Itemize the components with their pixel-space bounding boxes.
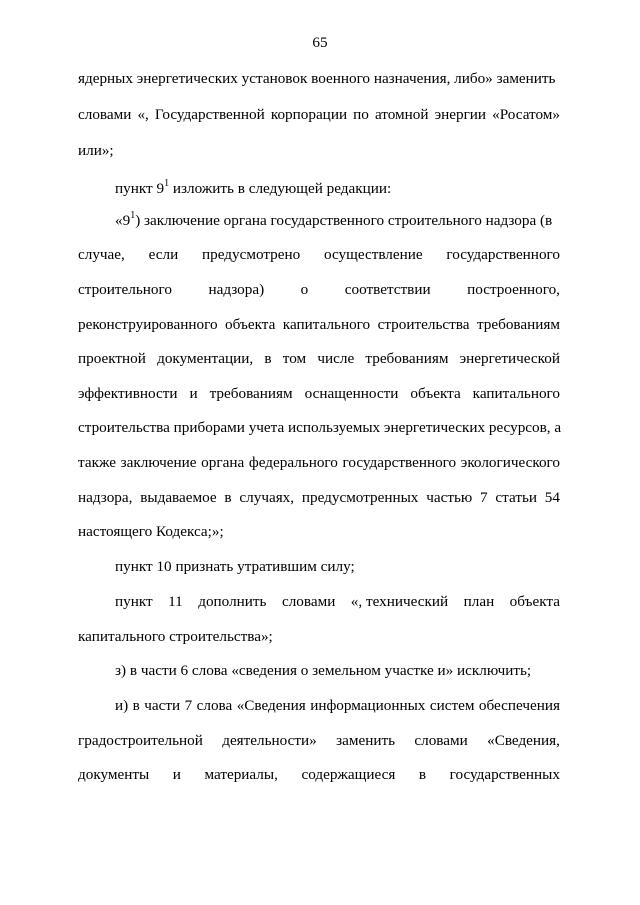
text-fragment: «9 [115, 212, 131, 229]
word: словами [281, 593, 336, 610]
page-number: 65 [312, 34, 328, 51]
text-line: з) в части 6 слова «сведения о земельном участке и» исключить; [115, 662, 532, 679]
word: государственного [446, 246, 560, 263]
text-line [78, 246, 560, 264]
word: объекта [509, 593, 560, 610]
word: материалы, [204, 766, 278, 783]
text-line [78, 766, 560, 784]
word: дополнить [198, 593, 267, 610]
text-line [78, 732, 560, 750]
text-line: надзора, выдаваемое в случаях, предусмотренных частью 7 статьи 54 [78, 489, 560, 506]
word: «Сведения, [487, 732, 560, 749]
word: надзора) [208, 281, 265, 298]
text-line: капитального строительства»; [78, 628, 273, 645]
text-line: эффективности и требованиям оснащенности объекта капитального [78, 385, 560, 402]
text-line: реконструированного объекта капитального строительства требованиям [78, 316, 560, 333]
text-line [115, 593, 560, 611]
text-line: проектной документации, в том числе требованиям энергетической [78, 350, 560, 367]
text-line-content: ядерных энергетических установок военного назначения, либо» заменить [78, 70, 556, 87]
text-fragment: изложить в следующей редакции: [169, 180, 392, 197]
text-line: или»; [78, 142, 114, 159]
word: осуществление [324, 246, 423, 263]
text-line: настоящего Кодекса;»; [78, 523, 224, 540]
text-line [78, 281, 560, 299]
word: «, технический [350, 593, 449, 610]
word: случае, [78, 246, 125, 263]
word: пункт [115, 593, 153, 610]
text-line: также заключение органа федерального государственного экологического [78, 454, 560, 471]
superscript: 1 [130, 210, 136, 221]
superscript: 1 [164, 178, 170, 189]
word: предусмотрено [202, 246, 301, 263]
word: словами [414, 732, 468, 749]
word: о [300, 281, 309, 298]
text-line [78, 70, 560, 88]
word: государственных [449, 766, 560, 783]
word: план [463, 593, 495, 610]
word: заменить [336, 732, 396, 749]
word: документы [78, 766, 150, 783]
text-line [115, 180, 560, 198]
word: 11 [168, 593, 183, 610]
word: в [418, 766, 427, 783]
word: деятельности» [222, 732, 317, 749]
word: градостроительной [78, 732, 203, 749]
text-line: и) в части 7 слова «Сведения информационных систем обеспечения [115, 697, 560, 714]
text-fragment: ) заключение органа государственного строительного надзора (в [135, 212, 553, 229]
word: соответствии [344, 281, 431, 298]
word: если [148, 246, 179, 263]
text-line: строительства приборами учета используемых энергетических ресурсов, а [78, 419, 562, 436]
word: построенного, [467, 281, 560, 298]
word: строительного [78, 281, 172, 298]
text-fragment: пункт 9 [115, 180, 165, 197]
word: и [172, 766, 181, 783]
text-line: словами «, Государственной корпорации по атомной энергии «Росатом» [78, 106, 560, 123]
text-line: пункт 10 признать утратившим силу; [115, 558, 355, 575]
text-line [115, 212, 560, 230]
word: содержащиеся [301, 766, 396, 783]
